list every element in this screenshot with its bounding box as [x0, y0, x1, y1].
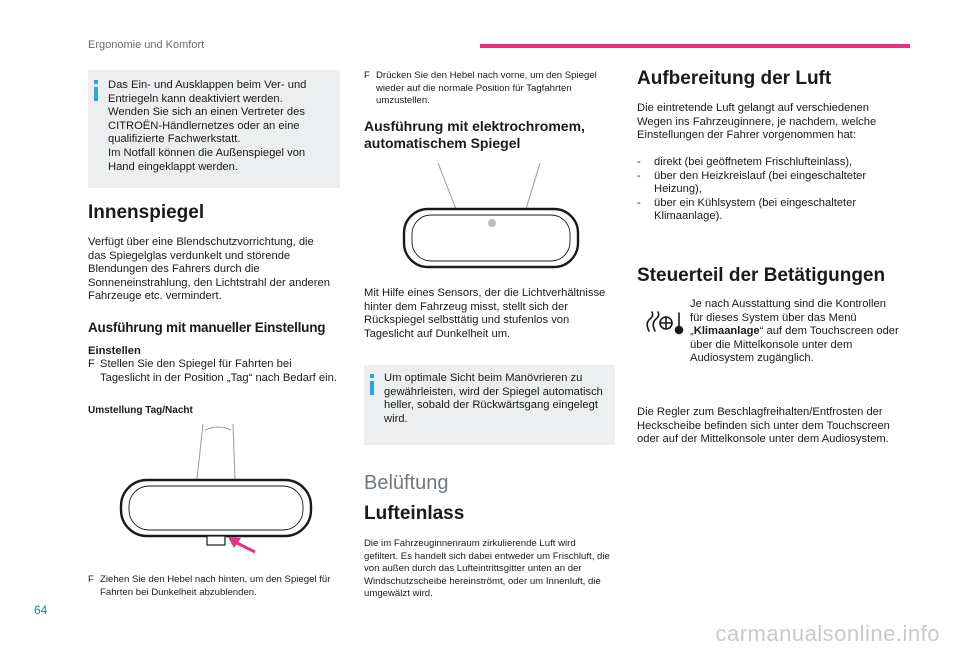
lever-forward-instruction: F Drücken Sie den Hebel nach vorne, um den Spiegel wieder auf die normale Position für Tagfahrten umzustellen.	[364, 70, 597, 107]
electrochromic-mirror-illustration	[400, 163, 590, 273]
heading-aufbereitung: Aufbereitung der Luft	[637, 68, 832, 89]
controls-footer: Die Regler zum Beschlagfreihalten/Entfrosten der Heckscheibe befinden sich unter dem Touchscreen oder auf der Mittelkonsole unter dem Audiosystem.	[637, 406, 890, 446]
info-icon	[94, 80, 98, 101]
section-accent-bar	[480, 44, 910, 48]
air-intro: Die eintretende Luft gelangt auf verschiedenen Wegen ins Fahrzeuginnere, je nachdem, welche Einstellungen der Fahrer vorgenommen hat:	[637, 102, 877, 142]
lufteinlass-text: Die im Fahrzeuginnenraum zirkulierende Luft wird gefiltert. Es handelt sich dabei entweder um Frischluft, die von außen durch das Lufteintrittsgitter unten an der Windschutzscheibe hereinströmt, oder um Innenluft, die umgewälzt wird.	[364, 538, 610, 600]
electrochromic-text: Mit Hilfe eines Sensors, der die Lichtverhältnisse hinter dem Fahrzeug misst, stellt sich der Rückspiegel selbsttätig und stufenlos von Tageslicht auf Dunkelheit um.	[364, 287, 606, 340]
climate-control-icon	[646, 311, 686, 335]
label-tag-nacht: Umstellung Tag/Nacht	[88, 405, 193, 416]
switch-instruction: F Ziehen Sie den Hebel nach hinten, um den Spiegel für Fahrten bei Dunkelheit abzublenden.	[88, 574, 331, 598]
arrow-bullet-icon: F	[88, 358, 95, 370]
heading-electrochromic: Ausführung mit elektrochromem, automatischem Spiegel	[364, 118, 585, 151]
controls-text: Je nach Ausstattung sind die Kontrollen für dieses System über das Menü „Klimaanlage“ auf dem Touchscreen oder über die Mittelkonsole unter dem Audiosystem zugänglich.	[690, 298, 899, 365]
heading-belueftung: Belüftung	[364, 472, 449, 494]
page-number: 64	[34, 603, 48, 617]
list-item: - direkt (bei geöffnetem Frischlufteinlass),	[637, 156, 853, 168]
label-einstellen: Einstellen	[88, 345, 141, 357]
info-box-reverse-gear	[364, 365, 615, 445]
setting-instruction: F Stellen Sie den Spiegel für Fahrten bei Tageslicht in der Position „Tag“ nach Bedarf ein.	[88, 358, 337, 384]
innenspiegel-intro: Verfügt über eine Blendschutzvorrichtung, die das Spiegelglas verdunkelt und störende Blendungen des Fahrers durch die Sonneneinstrahlung, den Lichtstrahl der anderen Fahrzeuge etc. vermindert.	[88, 236, 330, 303]
heading-lufteinlass: Lufteinlass	[364, 503, 465, 524]
sensor-dot	[488, 219, 496, 227]
info-icon	[370, 374, 374, 395]
info-box-text: Das Ein- und Ausklappen beim Ver- und Entriegeln kann deaktiviert werden. Wenden Sie sich an einen Vertreter des CITROËN-Händlernetzes oder an eine qualifizierte Fachwerkstatt. Im Notfall können die Außenspiegel von Hand eingeklappt werden.	[108, 79, 307, 173]
list-item: - über ein Kühlsystem (bei eingeschalteter Klimaanlage).	[637, 196, 857, 223]
info-box-text: Um optimale Sicht beim Manövrieren zu gewährleisten, wird der Spiegel automatisch heller, sobald der Rückwärtsgang eingelegt wird.	[384, 372, 603, 425]
heading-innenspiegel: Innenspiegel	[88, 202, 205, 223]
heading-steuerteil: Steuerteil der Betätigungen	[637, 265, 886, 286]
air-list	[637, 156, 895, 224]
watermark: carmanualsonline.info	[715, 621, 940, 646]
section-title: Ergonomie und Komfort	[88, 39, 205, 51]
arrow-bullet-icon: F	[88, 574, 94, 585]
list-item: - über den Heizkreislauf (bei eingeschalteter Heizung),	[637, 169, 867, 196]
heading-manual-setting: Ausführung mit manueller Einstellung	[88, 320, 326, 335]
info-box-mirror-folding	[88, 70, 340, 188]
manual-mirror-illustration	[115, 424, 315, 564]
arrow-bullet-icon: F	[364, 70, 370, 81]
